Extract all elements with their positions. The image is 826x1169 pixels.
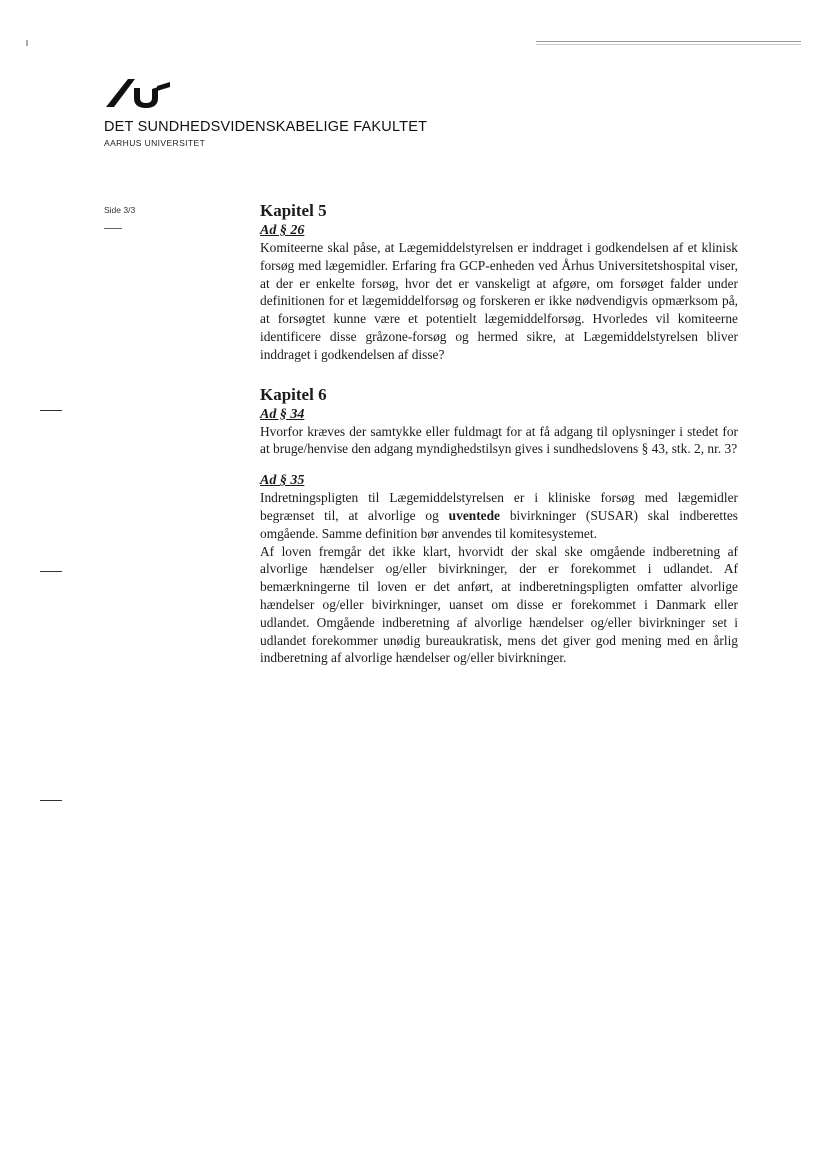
- document-body: [260, 200, 738, 667]
- section-35-emphasis: uventede: [448, 507, 500, 523]
- section-26-heading: Ad § 26: [260, 223, 305, 238]
- section-26-text: Komiteerne skal påse, at Lægemiddelstyrelsen er inddraget i godkendelsen af et klinisk forsøg med lægemidler. Erfaring fra GCP-enheden ved Århus Universitetshospital viser, at der er enkelte forsøg, hvor det er vanskeligt at afgøre, om forsøget falder under definitionen for et lægemiddelforsøg og forskeren er ikke nødvendigvis opmærksom på, at forsøgtet kunne være et potentielt lægemiddelforsøg. Hvorledes vil komiteerne identificere disse gråzone-forsøg og hermed sikre, at Lægemiddelstyrelsen bliver inddraget i godkendelsen af disse?: [260, 240, 738, 362]
- top-rule: [536, 41, 801, 42]
- page-number: Side 3/3: [104, 205, 136, 215]
- edge-tick: [26, 40, 28, 46]
- chapter-6-heading: Kapitel 6: [260, 384, 327, 404]
- margin-mark: [40, 410, 62, 411]
- top-rule-secondary: [536, 44, 801, 45]
- page-number-rule: [104, 228, 122, 229]
- faculty-name: DET SUNDHEDSVIDENSKABELIGE FAKULTET: [104, 119, 428, 135]
- chapter-5-heading: Kapitel 5: [260, 201, 327, 220]
- section-34-text: Hvorfor kræves der samtykke eller fuldmagt for at få adgang til oplysninger i stedet for at bruge/henvise den adgang myndighedstilsyn gives i sundhedslovens § 43, stk. 2, nr. 3?: [260, 423, 738, 457]
- section-35-heading: Ad § 35: [260, 473, 305, 489]
- university-name: AARHUS UNIVERSITET: [104, 138, 206, 148]
- section-35-text-a: Indretningspligten til Lægemiddelstyrelsen er i kliniske forsøg med lægemidler begrænset til, at alvorlige og: [260, 490, 738, 523]
- section-35-text: [260, 489, 738, 542]
- section-35-text-continued: Af loven fremgår det ikke klart, hvorvidt der skal ske omgående indberetning af alvorlige hændelser og/eller bivirkninger, der er forekommet i udlandet. Af bemærkningerne til loven er det anført, at indberetningspligten omfatter alvorlige hændelser og/eller bivirkninger, uanset om disse er forekommet i Danmark eller udlandet. Omgående indberetning af alvorlige hændelser og/eller bivirkninger set i udlandet forekommer unødig bureaukratisk, mens det giver god mening med en årlig indberetning af alvorlige hændelser og/eller bivirkninger.: [260, 543, 738, 666]
- section-35-text-b: bivirkninger (SUSAR) skal indberettes omgående. Samme definition bør anvendes til komitesystemet.: [260, 507, 738, 541]
- section-34-heading: Ad § 34: [260, 406, 305, 422]
- margin-mark: [40, 800, 62, 801]
- university-logo: [104, 76, 170, 110]
- margin-mark: [40, 571, 62, 572]
